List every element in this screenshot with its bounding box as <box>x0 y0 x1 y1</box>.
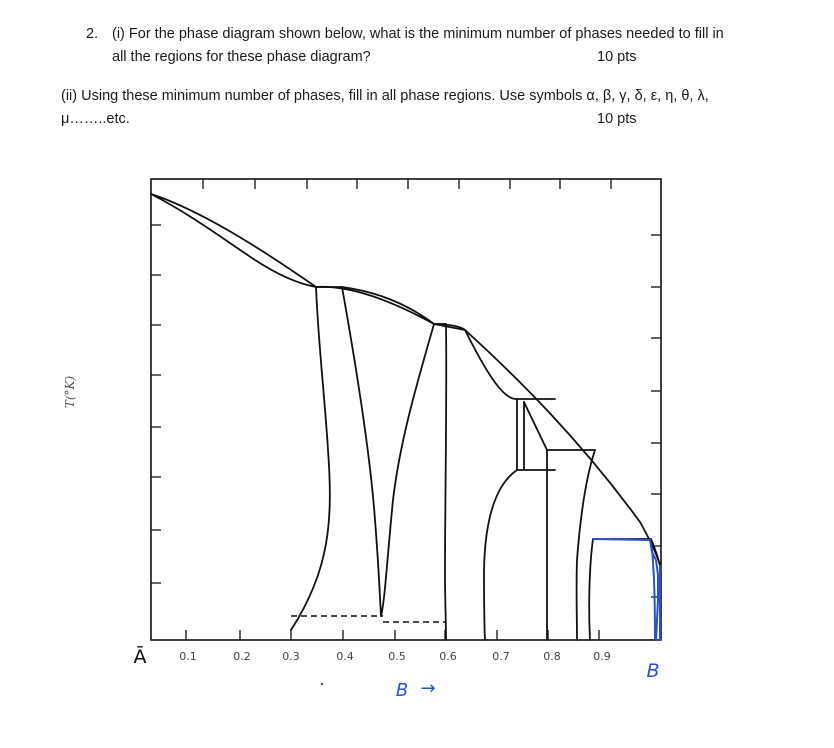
phase3-outer <box>465 330 517 399</box>
tick-label: 0.6 <box>439 650 457 663</box>
stray-dot <box>321 683 323 685</box>
phase2-left <box>381 324 434 616</box>
part2-points: 10 pts <box>597 111 637 127</box>
question-part2-line2: μ……..etc. <box>61 111 130 127</box>
diagram-frame <box>151 179 661 640</box>
tick-label: 0.3 <box>282 650 300 663</box>
question-part1-line1: (i) For the phase diagram shown below, what is the minimum number of phases needed to fill in <box>112 26 724 42</box>
tick-label: 0.1 <box>179 650 197 663</box>
tick-label: 0.9 <box>593 650 611 663</box>
y-axis-label: T(°K) <box>63 375 77 409</box>
phase1-left <box>291 287 330 630</box>
tick-label: 0.7 <box>492 650 510 663</box>
x-tick-labels <box>179 650 611 663</box>
tick-label: 0.4 <box>336 650 354 663</box>
phase3-diag <box>524 402 547 450</box>
tick-label: 0.5 <box>388 650 406 663</box>
dashed-tie-lines <box>291 616 446 622</box>
liquidus-upper <box>151 194 660 565</box>
part1-points: 10 pts <box>597 49 637 65</box>
left-end-label: Ā <box>133 646 147 668</box>
phase-boundaries <box>151 194 660 640</box>
handwritten-marks <box>593 539 660 640</box>
question-part2-line1: (ii) Using these minimum number of phases, fill in all phase regions. Use symbols α, β, γ, δ, ε, η, θ, λ, <box>61 88 709 104</box>
left-ticks <box>151 225 161 583</box>
tick-label: 0.8 <box>543 650 561 663</box>
question-part1-line2: all the regions for these phase diagram? <box>112 49 371 65</box>
right-end-label: B <box>646 660 660 682</box>
x-axis-arrow: → <box>420 678 436 699</box>
liquidus-mid <box>342 287 434 324</box>
top-ticks <box>203 179 611 189</box>
bottom-ticks <box>186 630 599 640</box>
phase3-dome <box>484 470 517 640</box>
phase4-step <box>589 539 593 640</box>
solidus-left <box>151 194 316 287</box>
phase1-right <box>342 287 381 616</box>
phase2-right <box>445 324 446 640</box>
x-axis-label: B <box>395 680 409 701</box>
tick-label: 0.2 <box>233 650 251 663</box>
question-number: 2. <box>86 26 99 42</box>
